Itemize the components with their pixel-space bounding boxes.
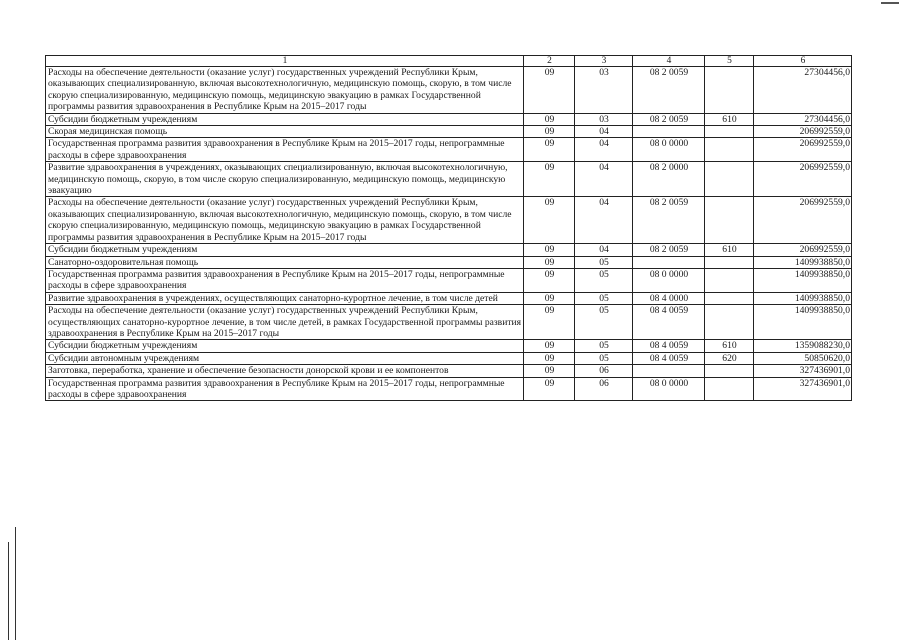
target-article-code: 08 2 0059 xyxy=(633,197,705,244)
table-row xyxy=(46,67,852,114)
table-row xyxy=(46,138,852,162)
subsection-code: 06 xyxy=(575,377,633,401)
expense-type-code xyxy=(705,365,754,377)
section-code: 09 xyxy=(524,377,575,401)
section-code: 09 xyxy=(524,113,575,125)
row-amount: 206992559,0 xyxy=(754,244,852,256)
row-description: Развитие здравоохранения в учреждениях, оказывающих специализированную, включая высокотехнологичную, медицинскую помощь, скорую, в том числе скорую специализированную, медицинскую помощь, медицинскую эвакуацию xyxy=(46,162,524,197)
target-article-code: 08 4 0059 xyxy=(633,340,705,352)
subsection-code: 03 xyxy=(575,113,633,125)
table-row xyxy=(46,256,852,268)
section-code: 09 xyxy=(524,268,575,292)
expense-type-code xyxy=(705,256,754,268)
subsection-code: 05 xyxy=(575,256,633,268)
subsection-code: 04 xyxy=(575,197,633,244)
section-code: 09 xyxy=(524,365,575,377)
subsection-code: 04 xyxy=(575,244,633,256)
section-code: 09 xyxy=(524,244,575,256)
expense-type-code: 620 xyxy=(705,352,754,364)
table-row xyxy=(46,244,852,256)
expense-type-code xyxy=(705,162,754,197)
expense-type-code xyxy=(705,292,754,304)
subsection-code: 03 xyxy=(575,67,633,114)
target-article-code: 08 0 0000 xyxy=(633,268,705,292)
row-description: Расходы на обеспечение деятельности (оказание услуг) государственных учреждений Республики Крым, осуществляющих санаторно-курортное лечение, в том числе детей, в рамках Государственной программы развития здравоохранения в Республике Крым на 2015–2017 годы xyxy=(46,305,524,340)
table-row xyxy=(46,352,852,364)
subsection-code: 05 xyxy=(575,268,633,292)
row-amount: 1409938850,0 xyxy=(754,256,852,268)
column-header: 4 xyxy=(633,56,705,67)
column-header: 6 xyxy=(754,56,852,67)
row-description: Субсидии бюджетным учреждениям xyxy=(46,244,524,256)
row-amount: 206992559,0 xyxy=(754,162,852,197)
row-amount: 1359088230,0 xyxy=(754,340,852,352)
scan-margin-line xyxy=(8,542,9,640)
row-amount: 27304456,0 xyxy=(754,67,852,114)
section-code: 09 xyxy=(524,67,575,114)
table-row xyxy=(46,340,852,352)
subsection-code: 04 xyxy=(575,162,633,197)
section-code: 09 xyxy=(524,352,575,364)
target-article-code: 08 2 0059 xyxy=(633,244,705,256)
section-code: 09 xyxy=(524,126,575,138)
row-amount: 1409938850,0 xyxy=(754,292,852,304)
expense-type-code xyxy=(705,268,754,292)
section-code: 09 xyxy=(524,340,575,352)
table-row xyxy=(46,365,852,377)
row-amount: 206992559,0 xyxy=(754,138,852,162)
row-description: Санаторно-оздоровительная помощь xyxy=(46,256,524,268)
row-description: Расходы на обеспечение деятельности (оказание услуг) государственных учреждений Республики Крым, оказывающих специализированную, включая высокотехнологичную, медицинскую помощь, скорую, в том числе скорую специализированную, медицинскую помощь, медицинскую эвакуацию в рамках Государственной программы развития здравоохранения в Республике Крым на 2015–2017 годы xyxy=(46,197,524,244)
row-amount: 1409938850,0 xyxy=(754,305,852,340)
subsection-code: 05 xyxy=(575,352,633,364)
target-article-code: 08 4 0059 xyxy=(633,305,705,340)
subsection-code: 06 xyxy=(575,365,633,377)
column-header: 2 xyxy=(524,56,575,67)
row-description: Государственная программа развития здравоохранения в Республике Крым на 2015–2017 годы, непрограммные расходы в сфере здравоохранения xyxy=(46,377,524,401)
table-row xyxy=(46,377,852,401)
target-article-code: 08 0 0000 xyxy=(633,138,705,162)
expense-type-code xyxy=(705,67,754,114)
subsection-code: 04 xyxy=(575,126,633,138)
row-description: Субсидии бюджетным учреждениям xyxy=(46,340,524,352)
subsection-code: 05 xyxy=(575,292,633,304)
row-description: Субсидии бюджетным учреждениям xyxy=(46,113,524,125)
section-code: 09 xyxy=(524,305,575,340)
target-article-code: 08 4 0000 xyxy=(633,292,705,304)
subsection-code: 05 xyxy=(575,340,633,352)
row-description: Развитие здравоохранения в учреждениях, осуществляющих санаторно-курортное лечение, в том числе детей xyxy=(46,292,524,304)
expense-type-code: 610 xyxy=(705,244,754,256)
row-amount: 27304456,0 xyxy=(754,113,852,125)
expense-type-code xyxy=(705,126,754,138)
section-code: 09 xyxy=(524,256,575,268)
row-amount: 327436901,0 xyxy=(754,377,852,401)
row-amount: 1409938850,0 xyxy=(754,268,852,292)
table-row xyxy=(46,292,852,304)
expense-type-code: 610 xyxy=(705,340,754,352)
subsection-code: 05 xyxy=(575,305,633,340)
target-article-code xyxy=(633,365,705,377)
expense-type-code xyxy=(705,197,754,244)
target-article-code xyxy=(633,256,705,268)
target-article-code: 08 2 0059 xyxy=(633,113,705,125)
header-row xyxy=(46,56,852,67)
row-amount: 206992559,0 xyxy=(754,126,852,138)
row-amount: 327436901,0 xyxy=(754,365,852,377)
row-description: Расходы на обеспечение деятельности (оказание услуг) государственных учреждений Республики Крым, оказывающих специализированную, включая высокотехнологичную, медицинскую помощь, скорую, в том числе скорую специализированную, медицинскую помощь, медицинскую эвакуацию в рамках Государственной программы развития здравоохранения в Республике Крым на 2015–2017 годы xyxy=(46,67,524,114)
expense-type-code: 610 xyxy=(705,113,754,125)
row-amount: 206992559,0 xyxy=(754,197,852,244)
row-description: Субсидии автономным учреждениям xyxy=(46,352,524,364)
subsection-code: 04 xyxy=(575,138,633,162)
table-row xyxy=(46,305,852,340)
row-description: Государственная программа развития здравоохранения в Республике Крым на 2015–2017 годы, непрограммные расходы в сфере здравоохранения xyxy=(46,268,524,292)
scan-mark xyxy=(881,2,899,4)
column-header: 3 xyxy=(575,56,633,67)
table-row xyxy=(46,268,852,292)
row-description: Скорая медицинская помощь xyxy=(46,126,524,138)
target-article-code: 08 2 0059 xyxy=(633,67,705,114)
scan-margin-line xyxy=(15,527,16,640)
target-article-code: 08 2 0000 xyxy=(633,162,705,197)
target-article-code: 08 4 0059 xyxy=(633,352,705,364)
section-code: 09 xyxy=(524,197,575,244)
column-header: 5 xyxy=(705,56,754,67)
table-row xyxy=(46,197,852,244)
table-row xyxy=(46,113,852,125)
target-article-code: 08 0 0000 xyxy=(633,377,705,401)
row-description: Заготовка, переработка, хранение и обеспечение безопасности донорской крови и ее компонентов xyxy=(46,365,524,377)
section-code: 09 xyxy=(524,292,575,304)
section-code: 09 xyxy=(524,162,575,197)
budget-table xyxy=(45,55,852,401)
column-header: 1 xyxy=(46,56,524,67)
target-article-code xyxy=(633,126,705,138)
section-code: 09 xyxy=(524,138,575,162)
row-description: Государственная программа развития здравоохранения в Республике Крым на 2015–2017 годы, непрограммные расходы в сфере здравоохранения xyxy=(46,138,524,162)
expense-type-code xyxy=(705,305,754,340)
row-amount: 50850620,0 xyxy=(754,352,852,364)
expense-type-code xyxy=(705,377,754,401)
expense-type-code xyxy=(705,138,754,162)
table-row xyxy=(46,126,852,138)
table-row xyxy=(46,162,852,197)
